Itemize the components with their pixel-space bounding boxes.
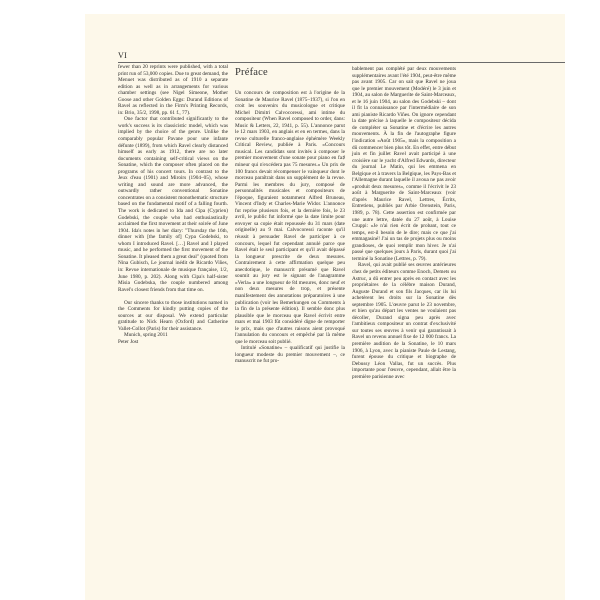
paragraph: Un concours de composition est à l'origine de la Sonatine de Maurice Ravel (1875–1937), si l'on en croit les souvenirs du musicologue et critique Michel Dimitri Calvocoressi, ami intime du compositeur (When Ravel composed to order, dans: Music & Letters, 22, 1941, p. 55). L'annonce parut le 12 mars 1903, en anglais et en en termes, dans la revue culturelle franco-anglaise éphémère Weekly Critical Review, publiée à Paris. «Concours musical. Les candidats sont invités à composer le premier mouvement d'une sonate pour piano en fa♯ mineur qui n'excédera pas 75 mesures.» Un prix de 100 francs devait récompenser le vainqueur dont le morceau paraîtrait dans un supplément de la revue. Parmi les membres du jury, composé de personnalités musicales et compositeurs de l'époque, figuraient notamment Alfred Bruneau, Vincent d'Indy et Charles-Marie Widor. L'annonce fut reprise plusieurs fois, et la dernière fois, le 23 avril, le public fut informé que la date limite pour envoyer sa copie était repoussée du 31 mars (date originelle) au 9 mai. Calvocoressi raconte qu'il réussit à persuader Ravel de participer à ce concours, lequel fut cependant annulé parce que Ravel était le seul participant et qu'il avait dépassé la longueur prescrite de deux mesures. Contrairement à cette affirmation quelque peu anecdotique, le manuscrit présumé que Ravel soumit au jury est le signant de l'anagramme «Verla» a une longueur de 84 mesures, donc neuf et non deux mesures de trop, et présente manifestement des annotations préparatoires à une publication (voir les Bemerkungen ou Comments à la fin de la présente édition). Il semble donc plus plausible que le morceau que Ravel écrivit entre mars et mai 1903 fût considéré digne de remporter le prix, mais que d'autres raisons aient provoqué l'annulation du concours et empêché par là même que le morceau soit publié. — [235, 90, 345, 345]
section-heading: Préface — [235, 67, 268, 78]
paragraph: fewer than 20 reprints were published, with a total print run of 53,000 copies. Due to great demand, the Menuet was distributed as of 1910 a separate edition as well as in arrangements for various chamber settings (see Nigel Simeone, Mother Goose and other Golden Eggs: Durand Editions of Ravel as reflected in the Firm's Printing Records, in: Brio, 35/2, 1998, pp. 61 f., 77). — [118, 64, 228, 116]
signature-place-date: Munich, spring 2011 — [124, 332, 168, 339]
paragraph: One factor that contributed significantly to the work's success is its classicistic model, which was implied by the choice of the genre. Unlike the comparably popular Pavane pour une infante défunte (1899), from which Ravel clearly distanced himself as early as 1912, there are no later documents containing self-critical views on the Sonatine, which the composer often placed on the programs of his concert tours. In contrast to the Jeux d'eau (1901) and Miroirs (1904–05), whose writing and sound are more advanced, the outwardly rather conventional Sonatine concentrates on a consistent monothematic structure based on the fundamental motif of a falling fourth. The work is dedicated to Ida and Cipa (Cyprien) Godebski, the couple who had enthusiastically acclaimed the first movement at their soirée of June 1904. Ida's notes in her diary: "Thursday the 16th, dinner with [the family of] Cypa Godebski, to whom I introduced Ravel. […] Ravel and I played music, and he performed the first movement of the Sonatine. It pleased them a great deal" (quoted from Nina Gubisch, Le journal inédit de Ricardo Viñes, in: Revue internationale de musique française, 1/2, June 1980, p. 202). Along with Cipa's half-sister Misia Godebska, the couple numbered among Ravel's closest friends from that time on. — [118, 116, 228, 293]
paragraph: bablement pas complété par deux mouvements supplémentaires avant l'été 1904, peut-être même pas avant 1905. Car on sait que Ravel ne joua que le premier mouvement (Modéré) le 3 juin et 1904, au salon de Marguerite de Saint-Marceaux, et le 16 juin 1904, au salon des Godebski – dont il fit la connaissance par l'intermédiaire de son ami pianiste Ricardo Viñes. On ignore cependant la date précise à laquelle le compositeur décida de compléter sa Sonatine et d'écrire les autres mouvements. À la fin de l'autographe figure l'indication «Août 1905», mais la composition a dû commencer bien plus tôt. En effet, entre début juin et fin juillet Ravel avait participé à une croisière sur le yacht d'Alfred Edwards, directeur du journal Le Matin, qui les emmena en Belgique et à travers la Belgique, les Pays-Bas et l'Allemagne durant laquelle il avoua ne pas avoir «produit deux mesures», comme il l'écrivit le 23 août à Marguerite de Saint-Marceaux (voir d'après Maurice Ravel, Lettres, Écrits, Entretiens, publiés par Arbie Orenstein, Paris, 1989, p. 78). Cette assertion est confirmée par une autre lettre, datée du 27 août, à Louise Cruppi: «Je n'ai rien écrit de probant, tout ce temps, est-il besoin de le dire; mais ce que j'ai emmagasiné! J'ai un tas de projets plus ou moins grandioses, de quoi remplir mon hiver. Je n'ai passé que quelques jours à Paris, durant quoi j'ai terminé la Sonatine (Lettres, p. 79). — [352, 66, 456, 262]
document-page — [85, 14, 565, 600]
signature-author: Peter Jost — [118, 338, 139, 345]
paragraph: Intitulé «Sonatine» – qualificatif qui justifie la longueur modeste du premier mouvement –, ce manuscrit ne fut pro- — [235, 345, 345, 365]
column-english — [118, 64, 228, 345]
column-french-1 — [235, 90, 345, 365]
header-rule — [118, 62, 565, 63]
acknowledgements-paragraph: Our sincere thanks to those institutions named in the Comments for kindly putting copies of the sources at our disposal. We extend particular gratitude to Nick Hearn (Oxford) and Catherine Vallet-Collot (Paris) for their assistance. — [118, 299, 228, 332]
paragraph: Ravel, qui avait publié ses œuvres antérieures chez de petits éditeurs comme Enoch, Demets ou Astruc, a dû entrer peu après en contact avec les propriétaires de la célèbre maison Durand, Auguste Durand et son fils Jacques, car ils lui achetèrent les droits sur la Sonatine dès septembre 1905. L'œuvre parut le 23 novembre, et bien qu'au départ les ventes ne voulaient pas décoller, Durand signa peu après avec l'ambitieux compositeur un contrat d'exclusivité sur toutes ses œuvres à venir qui garantissait à Ravel un revenu annuel fixe de 12 000 francs. La première audition de la Sonatine, le 10 mars 1906, à Lyon, avec la pianiste Paule de Lestang, furent épouse du critique et biographe de Debussy Léon Vallas, fut un succès. Plus importante pour l'œuvre, cependant, allait être la première parisienne avec — [352, 262, 456, 380]
page-number: VI — [118, 51, 128, 60]
column-french-2 — [352, 66, 456, 380]
